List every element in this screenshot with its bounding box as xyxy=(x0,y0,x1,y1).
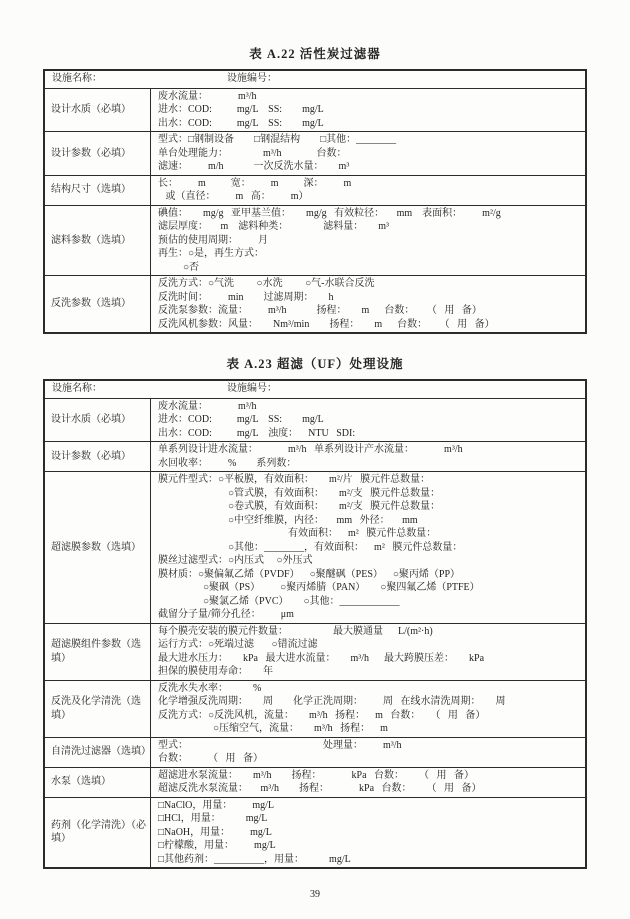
form-line: □NaClO，用量： mg/L xyxy=(158,799,275,811)
row-fields xyxy=(151,624,585,680)
form-line: □NaOH，用量： mg/L xyxy=(158,826,272,838)
form-line: 每个膜壳安装的膜元件数量： 最大膜通量 L/(m²·h) xyxy=(158,625,433,637)
table-row xyxy=(45,131,585,175)
row-category-label: 滤料参数（选填） xyxy=(45,206,151,276)
form-line: 最大进水压力： kPa 最大进水流量： m³/h 最大跨膜压差： kPa xyxy=(158,652,485,664)
form-line: 滤层厚度： m 滤料种类： 滤料量： m³ xyxy=(158,221,390,232)
form-line: 出水：COD: mg/L SS: mg/L xyxy=(158,117,324,129)
form-line: 型式： 处理量： m³/h xyxy=(158,739,402,751)
row-category-label: 超滤膜组件参数（选填） xyxy=(45,624,151,680)
row-category-label: 超滤膜参数（选填） xyxy=(45,472,151,623)
form-line: 废水流量： m³/h xyxy=(158,90,257,102)
row-fields xyxy=(151,442,585,471)
table-row xyxy=(45,767,585,797)
row-category-label: 结构尺寸（选填） xyxy=(45,176,151,205)
facility-header-row xyxy=(45,71,585,88)
form-line: 反洗水失水率： % xyxy=(158,682,262,694)
form-line: 反洗泵参数：流量： m³/h 扬程： m 台数： （ 用 备） xyxy=(158,305,482,316)
row-fields xyxy=(151,798,585,868)
row-category-label: 药剂（化学清洗）（必填） xyxy=(45,798,151,868)
form-line: 废水流量： m³/h xyxy=(158,400,257,412)
row-fields xyxy=(151,132,585,175)
form-line: ○卷式膜，有效面积： m²/支 膜元件总数量： xyxy=(158,501,441,512)
row-category-label: 水泵（选填） xyxy=(45,768,151,797)
form-line: 反洗方式：○反洗风机，流量： m³/h 扬程： m 台数： （ 用 备） xyxy=(158,709,486,721)
form-line: 膜材质：○聚偏氟乙烯（PVDF） ○聚醚砜（PES） ○聚丙烯（PP） xyxy=(158,568,461,580)
form-line: 膜丝过滤型式：○内压式 ○外压式 xyxy=(158,555,313,566)
table-row xyxy=(45,797,585,868)
form-line: 单台处理能力： m³/h 台数： xyxy=(158,147,347,159)
form-line: 超滤反洗水泵流量： m³/h 扬程： kPa 台数： （ 用 备） xyxy=(158,783,482,794)
table-row xyxy=(45,205,585,276)
row-fields xyxy=(151,738,585,767)
table-row xyxy=(45,275,585,332)
form-line: 水回收率： % 系列数： xyxy=(158,457,297,469)
row-category-label: 设计参数（必填） xyxy=(45,442,151,471)
row-category-label: 设计水质（必填） xyxy=(45,89,151,132)
form-line: 截留分子量/筛分孔径： μm xyxy=(158,609,294,620)
form-line: 台数： （ 用 备） xyxy=(158,753,263,764)
form-table xyxy=(43,69,587,334)
row-fields xyxy=(151,176,585,205)
table-row xyxy=(45,441,585,471)
form-line: 担保的膜使用寿命： 年 xyxy=(158,666,273,677)
form-line: ○聚砜（PS） ○聚丙烯腈（PAN） ○聚四氟乙烯（PTFE） xyxy=(158,582,480,593)
form-line: ○聚氯乙烯（PVC） ○其他：____________ xyxy=(158,595,400,607)
table-row xyxy=(45,680,585,737)
form-line: 或（直径： m 高： m） xyxy=(158,191,309,202)
form-line: 反洗方式：○气洗 ○水洗 ○气-水联合反洗 xyxy=(158,278,375,289)
page-number: 39 xyxy=(310,889,320,900)
table-row xyxy=(45,175,585,205)
table-row xyxy=(45,88,585,132)
form-line: 膜元件型式：○平板膜，有效面积： m²/片 膜元件总数量： xyxy=(158,474,431,485)
row-category-label: 设计参数（必填） xyxy=(45,132,151,175)
table-row xyxy=(45,623,585,680)
form-line: ○压缩空气，流量： m³/h 扬程： m xyxy=(158,723,388,734)
form-line: □柠檬酸，用量： mg/L xyxy=(158,840,276,851)
table-row xyxy=(45,398,585,442)
row-category-label: 设计水质（必填） xyxy=(45,399,151,442)
form-line: 化学增强反洗周期： 周 化学正洗周期： 周 在线水清洗周期： 周 xyxy=(158,696,506,707)
row-fields xyxy=(151,399,585,442)
form-line: □HCl，用量： mg/L xyxy=(158,813,268,824)
facility-header-line: 设施名称： 设施编号： xyxy=(52,383,277,394)
form-line: ○中空纤维膜，内径： mm 外径： mm xyxy=(158,514,418,526)
form-line: 超滤进水泵流量： m³/h 扬程： kPa 台数： （ 用 备） xyxy=(158,769,475,781)
form-line: 滤速： m/h 一次反洗水量： m³ xyxy=(158,161,350,172)
form-line: 碘值： mg/g 亚甲基兰值： mg/g 有效粒径： mm 表面积： m²/g xyxy=(158,207,501,219)
facility-header-row xyxy=(45,381,585,398)
form-line: 进水：COD: mg/L SS: mg/L xyxy=(158,414,324,425)
row-fields xyxy=(151,206,585,276)
row-fields xyxy=(151,276,585,332)
table-row xyxy=(45,737,585,767)
form-line: ○管式膜，有效面积： m²/支 膜元件总数量： xyxy=(158,487,441,499)
form-line: 型式：□钢制设备 □钢混结构 □其他：________ xyxy=(158,134,397,145)
row-fields xyxy=(151,89,585,132)
table-row xyxy=(45,471,585,623)
form-line: 反洗时间： min 过滤周期： h xyxy=(158,291,334,303)
row-category-label: 反洗参数（选填） xyxy=(45,276,151,332)
row-fields xyxy=(151,681,585,737)
facility-header-line: 设施名称： 设施编号： xyxy=(52,73,277,84)
row-category-label: 自清洗过滤器（选填） xyxy=(45,738,151,767)
form-table xyxy=(43,379,587,869)
form-line: 进水：COD: mg/L SS: mg/L xyxy=(158,104,324,115)
form-line: ○否 xyxy=(158,261,200,273)
row-fields xyxy=(151,472,585,623)
form-line: 运行方式：○死端过滤 ○错流过滤 xyxy=(158,639,318,650)
form-line: 预估的使用周期： 月 xyxy=(158,234,268,246)
form-line: 出水：COD: mg/L 浊度： NTU SDI: xyxy=(158,427,356,439)
row-category-label: 反洗及化学清洗（选填） xyxy=(45,681,151,737)
form-line: ○其他：________，有效面积： m² 膜元件总数量： xyxy=(158,541,463,553)
form-line: 长： m 宽： m 深： m xyxy=(158,177,352,189)
form-line: 反洗风机参数：风量： Nm³/min 扬程： m 台数： （ 用 备） xyxy=(158,318,495,330)
row-fields xyxy=(151,768,585,797)
form-line: 单系列设计进水流量： m³/h 单系列设计产水流量： m³/h xyxy=(158,444,463,455)
form-line: 有效面积： m² 膜元件总数量： xyxy=(158,528,437,539)
form-line: 再生：○是，再生方式： xyxy=(158,248,265,259)
table-title: 表 A.22 活性炭过滤器 xyxy=(249,47,381,61)
form-line: □其他药剂：__________，用量： mg/L xyxy=(158,853,351,865)
table-title: 表 A.23 超滤（UF）处理设施 xyxy=(226,357,404,371)
